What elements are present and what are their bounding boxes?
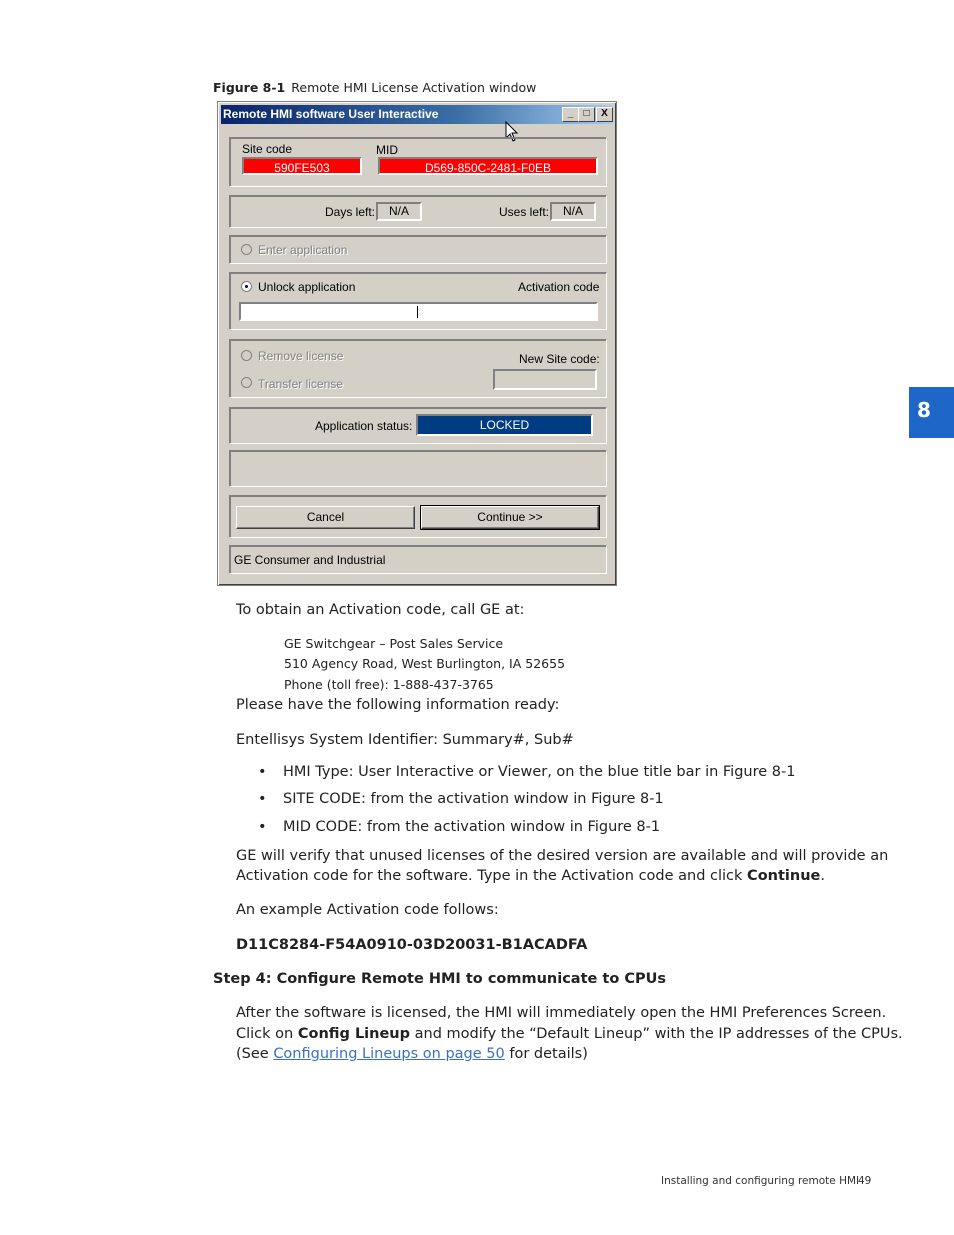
footer-section-title: Installing and configuring remote HMI xyxy=(661,1175,860,1187)
site-code-label: Site code xyxy=(242,142,293,156)
ready-text: Please have the following information ready: xyxy=(236,697,560,713)
address-line-2: 510 Agency Road, West Burlington, IA 52655 xyxy=(284,656,566,671)
verify-line-1: GE will verify that unused licenses of the desired version are available and will provide an xyxy=(236,848,889,864)
bullet-item: HMI Type: User Interactive or Viewer, on the blue title bar in Figure 8-1 xyxy=(283,764,796,780)
license-options-group xyxy=(229,339,607,398)
after-text-rest: and modify the “Default Lineup” with the IP addresses of the CPUs. xyxy=(410,1026,903,1042)
usage-group xyxy=(229,195,607,228)
site-code-field[interactable]: 590FE503 xyxy=(242,157,362,175)
button-group xyxy=(229,495,607,538)
enter-application-group xyxy=(229,235,607,264)
window-title: Remote HMI software User Interactive xyxy=(223,107,439,121)
activation-code-label: Activation code xyxy=(518,280,600,294)
example-text: An example Activation code follows: xyxy=(236,902,499,918)
unlock-application-group xyxy=(229,272,607,330)
bullet-icon: • xyxy=(258,764,267,780)
verify-line-2 xyxy=(236,866,825,886)
maximize-button[interactable]: □ xyxy=(578,107,595,122)
days-left-label: Days left: xyxy=(325,205,376,219)
example-activation-code: D11C8284-F54A0910-03D20031-B1ACADFA xyxy=(236,937,588,953)
figure-caption xyxy=(213,80,536,95)
window-footer xyxy=(229,545,607,574)
bullet-item: MID CODE: from the activation window in Figure 8-1 xyxy=(283,819,661,835)
mid-label: MID xyxy=(376,143,398,157)
address-line-1: GE Switchgear – Post Sales Service xyxy=(284,636,504,651)
address-line-3: Phone (toll free): 1-888-437-3765 xyxy=(284,677,494,692)
uses-left-field: N/A xyxy=(550,202,596,221)
application-status-label: Application status: xyxy=(315,419,413,433)
unlock-application-label: Unlock application xyxy=(258,280,356,294)
transfer-license-label: Transfer license xyxy=(258,377,343,391)
after-see-text: (See xyxy=(236,1046,274,1062)
cancel-button[interactable]: Cancel xyxy=(236,506,415,529)
figure-number: Figure 8-1 xyxy=(213,80,286,95)
close-button[interactable]: X xyxy=(596,107,613,122)
codes-group xyxy=(229,137,607,187)
continue-emphasis: Continue xyxy=(747,868,821,884)
after-line-1: After the software is licensed, the HMI will immediately open the HMI Preferences Screen. xyxy=(236,1005,887,1021)
chapter-tab xyxy=(909,387,954,438)
after-line-2 xyxy=(236,1024,903,1044)
verify-text: Activation code for the software. Type in the Activation code and click xyxy=(236,868,748,884)
title-bar[interactable] xyxy=(221,105,613,124)
enter-application-radio[interactable] xyxy=(241,244,252,255)
transfer-license-radio[interactable] xyxy=(241,377,252,388)
obtain-code-text: To obtain an Activation code, call GE at: xyxy=(236,602,525,618)
step-heading: Step 4: Configure Remote HMI to communicate to CPUs xyxy=(213,971,667,987)
identifier-text: Entellisys System Identifier: Summary#, Sub# xyxy=(236,732,574,748)
bullet-item: SITE CODE: from the activation window in Figure 8-1 xyxy=(283,791,664,807)
config-lineup-emphasis: Config Lineup xyxy=(297,1026,411,1042)
mid-field[interactable]: D569-850C-2481-F0EB xyxy=(378,157,598,175)
new-site-code-field[interactable] xyxy=(493,369,597,390)
verify-period: . xyxy=(820,868,825,884)
page-number: 49 xyxy=(858,1175,872,1187)
days-left-field: N/A xyxy=(376,202,422,221)
after-text: Click on xyxy=(236,1026,298,1042)
minimize-button[interactable]: _ xyxy=(562,107,579,122)
bullet-icon: • xyxy=(258,791,267,807)
chapter-number: 8 xyxy=(917,398,931,422)
figure-caption-text: Remote HMI License Activation window xyxy=(291,80,537,95)
radio-selected-dot-icon xyxy=(245,285,248,288)
application-status-field: LOCKED xyxy=(416,414,593,436)
window-footer-text: GE Consumer and Industrial xyxy=(234,553,386,567)
after-line-3 xyxy=(236,1044,588,1064)
activation-code-input[interactable] xyxy=(239,302,598,321)
text-caret-icon xyxy=(417,306,418,318)
new-site-code-label: New Site code: xyxy=(519,352,600,366)
continue-button[interactable]: Continue >> xyxy=(421,506,599,529)
remove-license-label: Remove license xyxy=(258,349,344,363)
status-group xyxy=(229,407,607,444)
enter-application-label: Enter application xyxy=(258,243,348,257)
unlock-application-radio[interactable] xyxy=(241,281,252,292)
bullet-icon: • xyxy=(258,819,267,835)
license-activation-window xyxy=(217,101,617,586)
uses-left-label: Uses left: xyxy=(499,205,550,219)
remove-license-radio[interactable] xyxy=(241,350,252,361)
after-details-text: for details) xyxy=(504,1046,588,1062)
configuring-lineups-link[interactable]: Configuring Lineups on page 50 xyxy=(273,1046,505,1062)
message-area xyxy=(229,450,607,487)
